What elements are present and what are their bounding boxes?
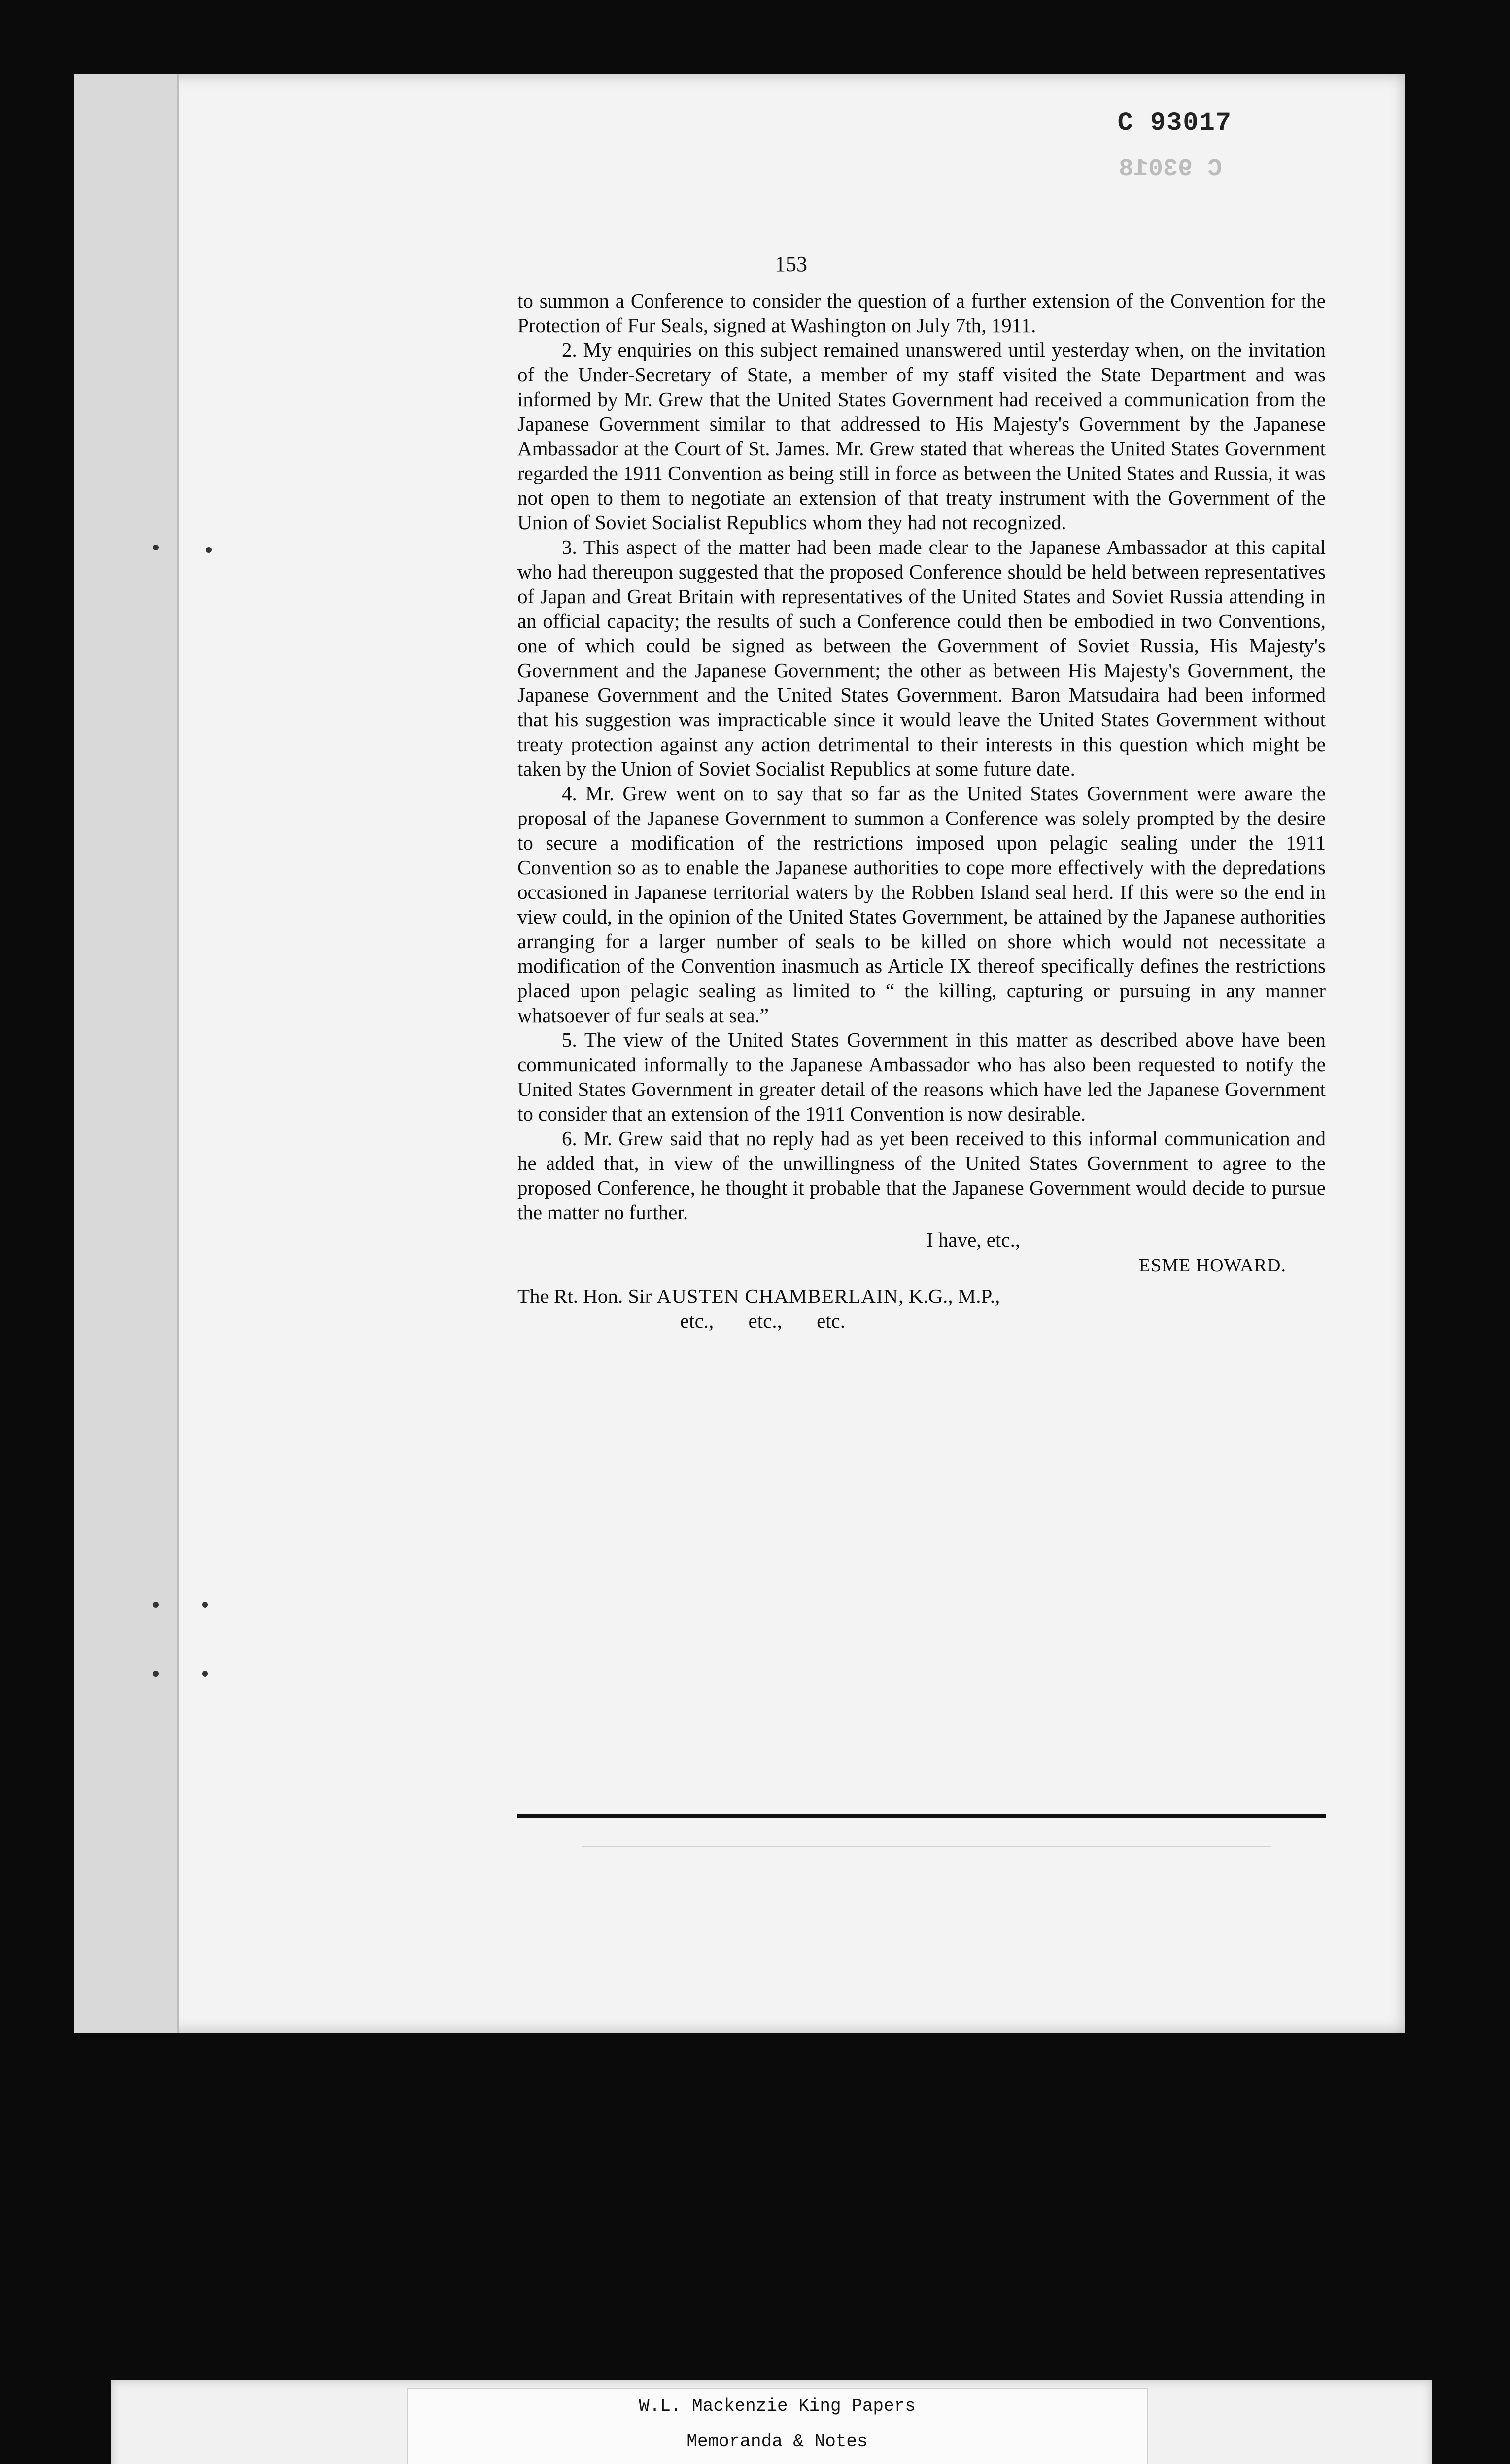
binding-hole <box>202 1671 208 1677</box>
closing-line: I have, etc., <box>927 1229 1021 1251</box>
addressee-name: AUSTEN CHAMBERLAIN <box>656 1285 899 1307</box>
page-margin-strip <box>74 74 179 2033</box>
collection-name: W.L. Mackenzie King Papers <box>639 2396 916 2416</box>
addressee-suffix: , K.G., M.P., <box>898 1285 1000 1307</box>
bleed-through-rule <box>582 1846 1271 1847</box>
paragraph-5: 5. The view of the United States Government in this matter as described above have been communicated informally to the Japanese Ambassador who has also been requested to notify the United States Government in greater detail of the reasons which have led the Japanese Government to consider that an extension of the 1911 Convention is now desirable. <box>517 1028 1326 1125</box>
signature: ESME HOWARD. <box>1138 1255 1286 1276</box>
paragraph-continuation: to summon a Conference to consider the question of a further extension of the Convention for the Protection of Fur Seals, signed at Washington on July 7th, 1911. <box>517 289 1326 337</box>
document-page <box>74 74 1405 2033</box>
archive-label <box>111 2380 1432 2464</box>
binding-hole <box>153 545 159 550</box>
ghost-reference-number: C 93018 <box>1118 155 1222 183</box>
binding-hole <box>153 1602 159 1608</box>
collection-tag <box>407 2388 1148 2464</box>
closing-rule <box>517 1814 1326 1818</box>
letter-body <box>517 288 1326 1333</box>
addressee-prefix: The Rt. Hon. Sir <box>517 1285 652 1307</box>
addressee <box>517 1284 1326 1308</box>
paragraph-4: 4. Mr. Grew went on to say that so far as the United States Government were aware the proposal of the Japanese Government to summon a Conference was solely prompted by the desire to secure a modification of the restrictions imposed upon pelagic sealing under the 1911 Convention so as to enable the Japanese authorities to cope more effectively with the depredations occasioned in Japanese territorial waters by the Robben Island seal herd. If this were so the end in view could, in the opinion of the United States Government, be attained by the Japanese authorities arranging for a larger number of seals to be killed on shore which would not necessitate a modification of the Convention inasmuch as Article IX thereof specifically defines the restrictions placed upon pelagic sealing as limited to “ the killing, capturing or pursuing in any manner whatsoever of fur seals at sea.” <box>517 782 1326 1027</box>
binding-hole <box>202 1602 208 1608</box>
paragraph-6: 6. Mr. Grew said that no reply had as yet been received to this informal communication and he added that, in view of the unwillingness of the United States Government to agree to the proposed Conference, he thought it probable that the Japanese Government would decide to pursue the matter no further. <box>517 1127 1326 1224</box>
binding-hole <box>206 547 212 553</box>
series-name: Memoranda & Notes <box>686 2431 868 2452</box>
binding-hole <box>153 1671 159 1677</box>
paragraph-3: 3. This aspect of the matter had been made clear to the Japanese Ambassador at this capital who had thereupon suggested that the proposed Conference should be held between representatives of Japan and Great Britain with representatives of the United States and Soviet Russia attending in an official capacity; the results of such a Conference could then be embodied in two Conventions, one of which could be signed as between the Government of Soviet Russia, His Majesty's Government and the Japanese Government; the other as between His Majesty's Government, the Japanese Government and the United States Government. Baron Matsudaira had been informed that his suggestion was impracticable since it would leave the United States Government without treaty protection against any action detrimental to their interests in this question which might be taken by the Union of Soviet Socialist Republics at some future date. <box>517 536 1326 780</box>
page-number: 153 <box>775 252 807 276</box>
etc-line: etc., etc., etc. <box>680 1309 846 1332</box>
reference-number: C 93017 <box>1117 108 1232 137</box>
paragraph-2: 2. My enquiries on this subject remained unanswered until yesterday when, on the invitation of the Under-Secretary of State, a member of my staff visited the State Department and was informed by Mr. Grew that the United States Government had received a communication from the Japanese Government similar to that addressed to His Majesty's Government by the Japanese Ambassador at the Court of St. James. Mr. Grew stated that whereas the United States Government regarded the 1911 Convention as being still in force as between the United States and Russia, it was not open to them to negotiate an extension of that treaty instrument with the Government of the Union of Soviet Socialist Republics whom they had not recognized. <box>517 339 1326 534</box>
